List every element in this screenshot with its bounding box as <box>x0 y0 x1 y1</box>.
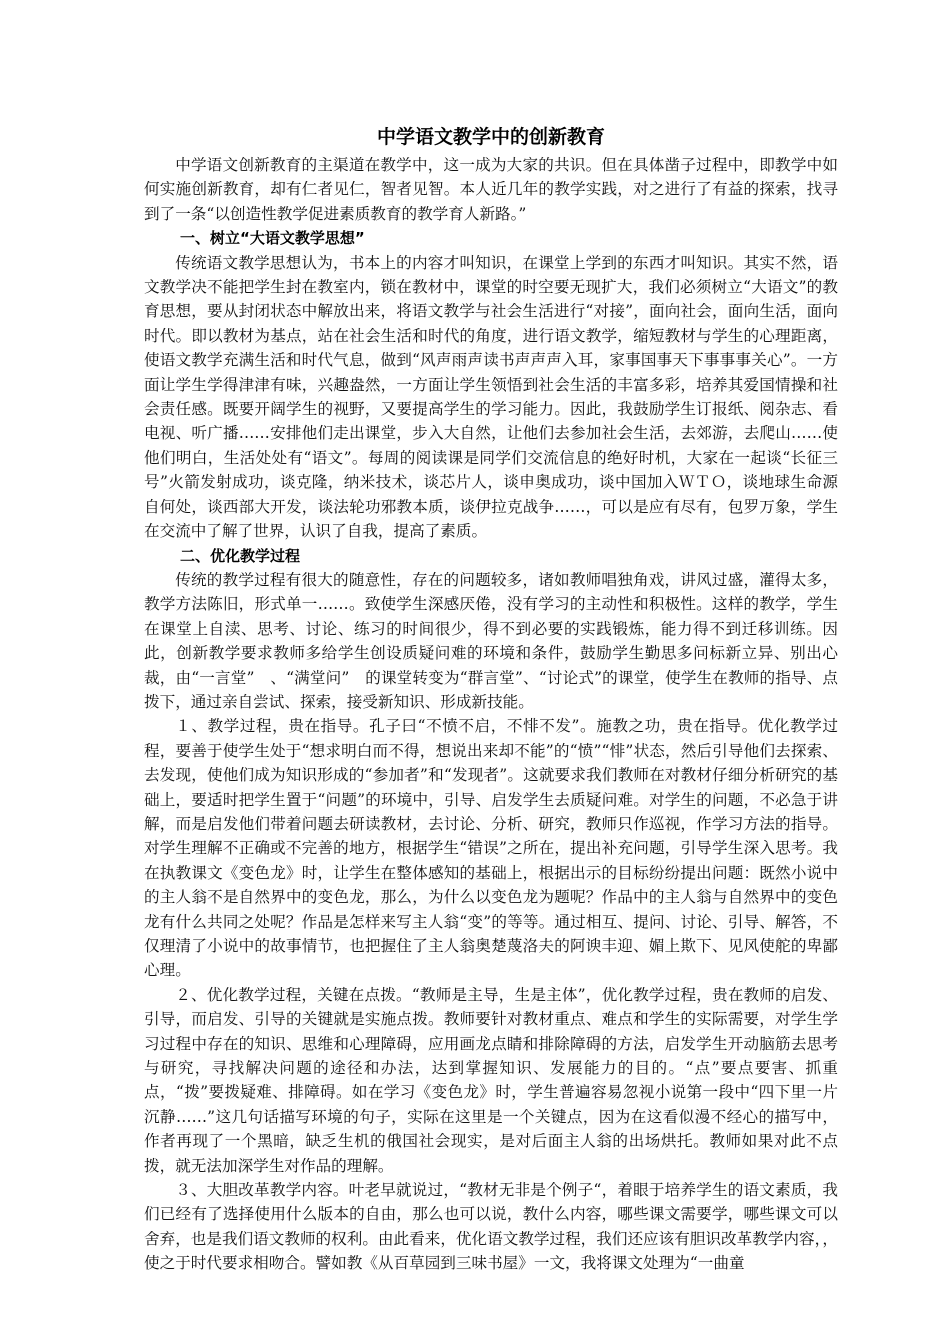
section-2-paragraph-1: 传统的教学过程有很大的随意性，存在的问题较多，诸如教师唱独角戏，讲风过盛，灌得太多，教学方法陈旧，形式单一……。致使学生深感厌倦，没有学习的主动性和积极性。这样的教学，学生在课堂上自渎、思考、讨论、练习的时间很少，得不到必要的实践锻炼，能力得不到迁移训练。因此，创新教学要求教师多给学生创设质疑问难的环境和条件，鼓励学生勤思多问标新立异、别出心裁，由“一言堂” 、“满堂问” 的课堂转变为“群言堂”、“讨论式”的课堂，使学生在教师的指导、点拨下，通过亲自尝试、探索，接受新知识、形成新技能。 <box>144 570 838 711</box>
section-2-paragraph-3: ２、优化教学过程，关键在点拨。“教师是主导，生是主体”，优化教学过程，贵在教师的启发、引导，而启发、引导的关键就是实施点拨。教师要针对教材重点、难点和学生的实际需要，对学生学习过程中存在的知识、思维和心理障碍，应用画龙点睛和排除障碍的方法，启发学生开动脑筋去思考与研究，寻找解决问题的途径和办法，达到掌握知识、发展能力的目的。“点”要点要害、抓重点，“拨”要拨疑难、排障碍。如在学习《变色龙》时，学生普遍容易忽视小说第一段中“四下里一片沉静……”这几句话描写环境的句子，实际在这里是一个关键点，因为在这看似漫不经心的描写中，作者再现了一个黑暗，缺乏生机的俄国社会现实，是对后面主人翁的出场烘托。教师如果对此不点拨，就无法加深学生对作品的理解。 <box>144 985 838 1175</box>
section-heading-1: 一、树立“大语文教学思想” <box>180 229 365 248</box>
intro-paragraph: 中学语文创新教育的主渠道在教学中，这一成为大家的共识。但在具体凿子过程中，即教学中如何实施创新教育，却有仁者见仁，智者见智。本人近几年的教学实践，对之进行了有益的探索，找寻到了一条“以创造性教学促进素质教育的教学育人新路。” <box>144 156 838 223</box>
document-body <box>144 124 838 1276</box>
section-2-paragraph-2: １、教学过程，贵在指导。孔子曰“不愤不启，不悱不发”。施教之功，贵在指导。优化教学过程，要善于使学生处于“想求明白而不得，想说出来却不能”的“愤”“悱”状态，然后引导他们去探索、去发现，使他们成为知识形成的“参加者”和“发现者”。这就要求我们教师在对教材仔细分析研究的基础上，要适时把学生置于“问题”的环境中，引导、启发学生去质疑问难。对学生的问题，不必急于讲解，而是启发他们带着问题去研读教材，去讨论、分析、研究，教师只作巡视，作学习方法的指导。对学生理解不正确或不完善的地方，根据学生“错误”之所在，提出补充问题，引导学生深入思考。我在执教课文《变色龙》时，让学生在整体感知的基础上，根据出示的目标纷纷提出问题：既然小说中的主人翁不是自然界中的变色龙，那么，为什么以变色龙为题呢？作品中的主人翁与自然界中的变色龙有什么共同之处呢？作品是怎样来写主人翁“变”的等等。通过相互、提问、讨论、引导、解答，不仅理清了小说中的故事情节，也把握住了主人翁奥楚蔑洛夫的阿谀丰迎、媚上欺下、见风使舵的卑鄙心理。 <box>144 717 838 980</box>
section-1-paragraph: 传统语文教学思想认为，书本上的内容才叫知识，在课堂上学到的东西才叫知识。其实不然，语文教学决不能把学生封在教室内，锁在教材中，课堂的时空要无现扩大，我们必须树立“大语文”的教育思想，要从封闭状态中解放出来，将语文教学与社会生活进行“对接”，面向社会，面向生活，面向时代。即以教材为基点，站在社会生活和时代的角度，进行语文教学，缩短教材与学生的心理距离，使语文教学充满生活和时代气息，做到“风声雨声读书声声声入耳，家事国事天下事事事关心”。一方面让学生学得津津有味，兴趣盎然，一方面让学生领悟到社会生活的丰富多彩，培养其爱国情操和社会责任感。既要开阔学生的视野，又要提高学生的学习能力。因此，我鼓励学生订报纸、阅杂志、看电视、听广播……安排他们走出课堂，步入大自然，让他们去参加社会生活，去郊游，去爬山……使他们明白，生活处处有“语文”。每周的阅读课是同学们交流信息的绝好时机，大家在一起谈“长征三号”火箭发射成功，谈克隆，纳米技术，谈芯片人，谈申奥成功，谈中国加入ＷＴＯ，谈地球生命源自何处，谈西部大开发，谈法轮功邪教本质，谈伊拉克战争……，可以是应有尽有，包罗万象，学生在交流中了解了世界，认识了自我，提高了素质。 <box>144 253 838 541</box>
document-title: 中学语文教学中的创新教育 <box>376 126 605 148</box>
section-heading-2: 二、优化教学过程 <box>180 546 301 565</box>
section-2-paragraph-4: ３、大胆改革教学内容。叶老早就说过，“教材无非是个例子“，着眼于培养学生的语文素质，我们已经有了选择使用什么版本的自由，那么也可以说，教什么内容，哪些课文需要学，哪些课文可以舍弃，也是我们语文教师的权利。由此看来，优化语文教学过程，我们还应该有胆识改革教学内容，，使之于时代要求相吻合。譬如教《从百草园到三味书屋》一文，我将课文处理为“一曲童 <box>144 1181 838 1273</box>
